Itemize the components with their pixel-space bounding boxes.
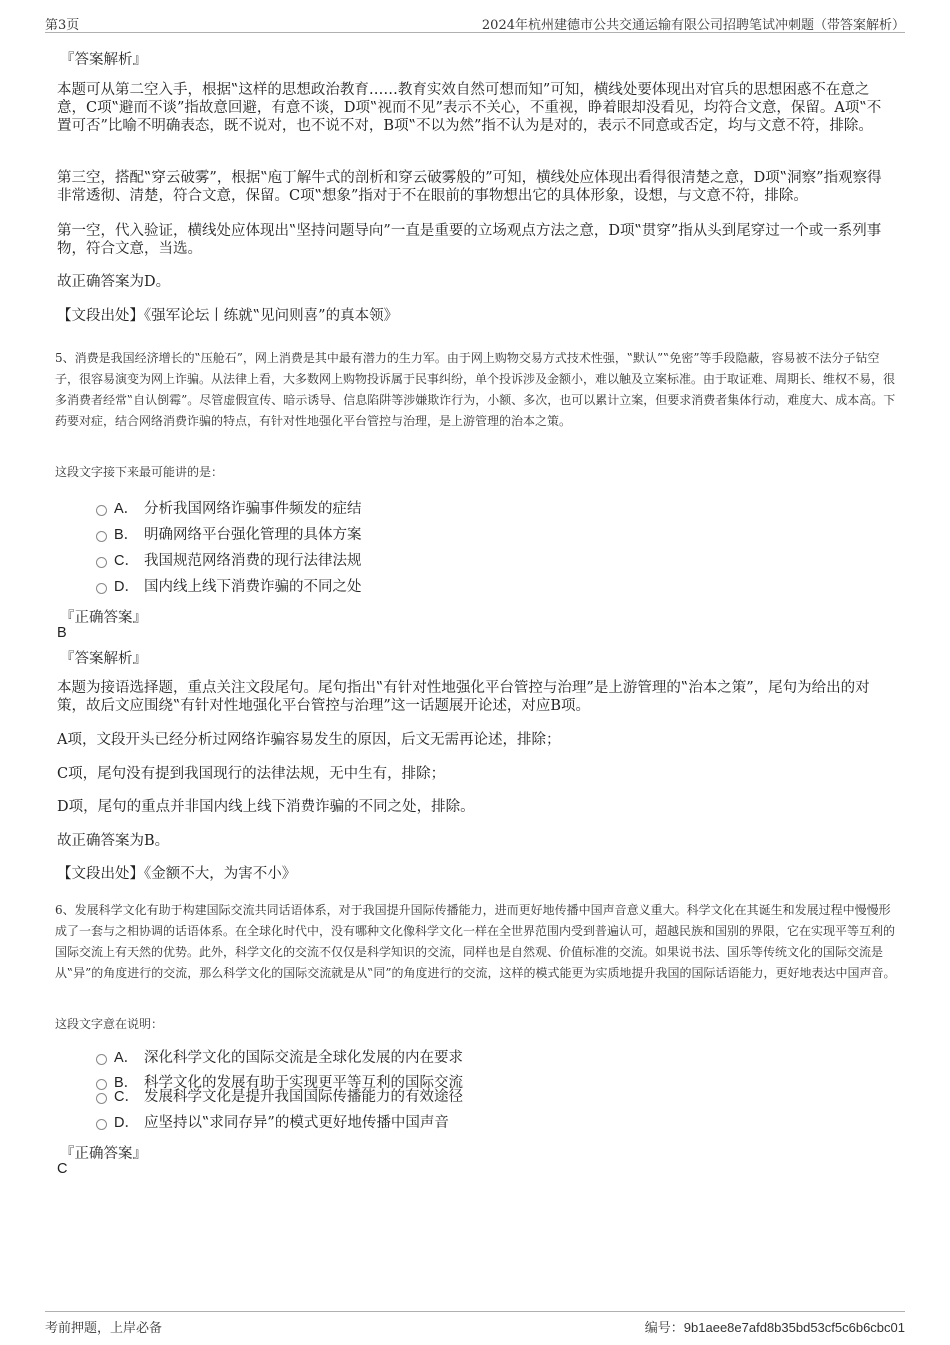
q5-option-c[interactable]: C． 我国规范网络消费的现行法律法规 [96, 551, 362, 571]
page-footer [45, 1311, 905, 1336]
radio-icon[interactable] [96, 505, 107, 516]
q6-correct-label: 『正确答案』 [60, 1146, 147, 1162]
radio-icon[interactable] [96, 531, 107, 542]
q4-analysis-p2: 第三空，搭配‟穿云破雾”，根据‟庖丁解牛式的剖析和穿云破雾般的”可知，横线处应体现出看得很清楚之意，D项‟洞察”指观察得非常透彻、清楚，符合文意，保留。C项‟想象”指对于不在眼前的事物想出它的具体形象，设想，与文意不符，排除。 [57, 170, 882, 204]
q4-analysis-p3: 第一空，代入验证，横线处应体现出‟坚持问题导向”一直是重要的立场观点方法之意，D项‟贯穿”指从头到尾穿过一个或一系列事物，符合文意，当选。 [57, 223, 882, 257]
radio-icon[interactable] [96, 1054, 107, 1065]
q6-stem: 6、发展科学文化有助于构建国际交流共同话语体系，对于我国提升国际传播能力，进而更好地传播中国声音意义重大。科学文化在其诞生和发展过程中慢慢形成了一套与之相协调的话语体系。在全球化时代中，没有哪种文化像科学文化一样在全世界范围内受到普遍认可，超越民族和国别的界限，它在实现平等互利的国际交流上有天然的优势。此外，科学文化的交流不仅仅是科学知识的交流，同样也是自然观、价值标准的交流。如果说书法、国乐等传统文化的国际交流是从‟异”的角度进行的交流，那么科学文化的国际交流就是从‟同”的角度进行的交流，这样的模式能更为实质地提升我国的国际话语能力，更好地表达中国声音。 [55, 903, 896, 980]
q5-option-d[interactable]: D． 国内线上线下消费诈骗的不同之处 [96, 577, 362, 597]
footer-slogan: 考前押题，上岸必备 [45, 1321, 163, 1336]
q5-analysis-p3: C项，尾句没有提到我国现行的法律法规，无中生有，排除； [57, 766, 446, 782]
page-header [45, 12, 905, 33]
radio-icon[interactable] [96, 583, 107, 594]
q5-analysis-label: 『答案解析』 [60, 651, 147, 667]
q4-analysis-p1: 本题可从第二空入手，根据‟这样的思想政治教育……教育实效自然可想而知”可知，横线处要体现出对官兵的思想困惑不在意之意，C项‟避而不谈”指故意回避，有意不谈，D项‟视而不见”表示不关心，不重视，睁着眼却没看见，均符合文意，保留。A项‟不置可否”比喻不明确表态，既不说对，也不说不对，B项‟不以为然”指不认为是对的，表示不同意或否定，均与文意不符，排除。 [57, 82, 882, 134]
document-id-value: 9b1aee8e7afd8b35bd53cf5c6b6cbc01 [683, 1320, 905, 1335]
q6-option-d[interactable]: D． 应坚持以‟求同存异”的模式更好地传播中国声音 [96, 1113, 449, 1133]
q6-option-b[interactable]: B． 科学文化的发展有助于实现更平等互利的国际交流 [96, 1073, 463, 1093]
page-number: 第3页 [45, 18, 80, 33]
q5-analysis-p1: 本题为接语选择题，重点关注文段尾句。尾句指出‟有针对性地强化平台管控与治理”是上游管理的‟治本之策”，尾句为给出的对策，故后文应围绕‟有针对性地强化平台管控与治理”这一话题展开论述，对应B项。 [57, 680, 870, 714]
q5-conclusion: 故正确答案为B。 [57, 833, 170, 849]
q5-analysis-p2: A项，文段开头已经分析过网络诈骗容易发生的原因，后文无需再论述，排除； [57, 732, 561, 748]
radio-icon[interactable] [96, 1119, 107, 1130]
q6-answer: C [57, 1161, 68, 1177]
q6-option-c[interactable]: C． 发展科学文化是提升我国国际传播能力的有效途径 [96, 1087, 463, 1107]
q5-question: 这段文字接下来最可能讲的是： [55, 465, 224, 479]
q4-analysis-label: 『答案解析』 [60, 52, 147, 68]
q6-option-a[interactable]: A． 深化科学文化的国际交流是全球化发展的内在要求 [96, 1048, 463, 1068]
q5-analysis-p4: D项，尾句的重点并非国内线上线下消费诈骗的不同之处，排除。 [57, 799, 475, 815]
q4-source: 【文段出处】《强军论坛丨练就‟见问则喜”的真本领》 [57, 308, 399, 324]
document-id-label: 编号： [644, 1321, 684, 1336]
radio-icon[interactable] [96, 1093, 107, 1104]
q5-correct-label: 『正确答案』 [60, 610, 147, 626]
q5-stem: 5、消费是我国经济增长的‟压舱石”，网上消费是其中最有潜力的生力军。由于网上购物交易方式技术性强，‟默认”‟免密”等手段隐蔽，容易被不法分子钻空子，很容易演变为网上诈骗。从法律上看，大多数网上购物投诉属于民事纠纷，单个投诉涉及金额小，难以触及立案标准。由于取证难、周期长、维权不易，很多消费者经常‟自认倒霉”。尽管虚假宣传、暗示诱导、信息陷阱等涉嫌欺诈行为，小额、多次，也可以累计立案，但要求消费者集体行动，难度大、成本高。下药要对症，结合网络消费诈骗的特点，有针对性地强化平台管控与治理，是上游管理的治本之策。 [55, 351, 896, 428]
radio-icon[interactable] [96, 557, 107, 568]
document-title: 2024年杭州建德市公共交通运输有限公司招聘笔试冲刺题（带答案解析） [481, 18, 905, 33]
q5-source: 【文段出处】《金额不大，为害不小》 [57, 866, 297, 882]
q5-answer: B [57, 625, 67, 641]
q6-question: 这段文字意在说明： [55, 1017, 164, 1031]
document-id [645, 1317, 905, 1336]
q4-conclusion: 故正确答案为D。 [57, 274, 171, 290]
q5-option-b[interactable]: B． 明确网络平台强化管理的具体方案 [96, 525, 362, 545]
q5-option-a[interactable]: A． 分析我国网络诈骗事件频发的症结 [96, 499, 362, 519]
